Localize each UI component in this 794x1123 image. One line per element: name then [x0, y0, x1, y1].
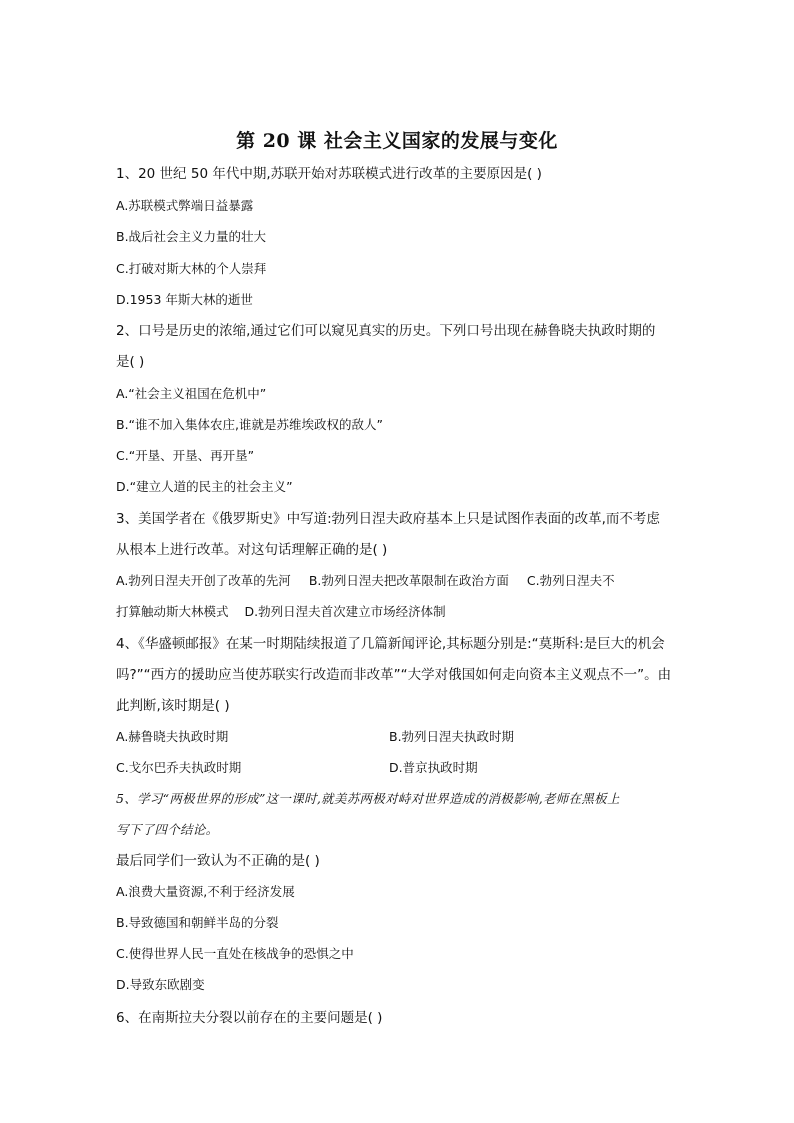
question-3-option-c: C.勃列日涅夫不 — [526, 573, 615, 588]
question-4-stem-line-3: 此判断,该时期是( ) — [116, 698, 230, 714]
question-5-option-d: D.导致东欧剧变 — [116, 977, 205, 992]
question-1-option-b: B.战后社会主义力量的壮大 — [116, 229, 267, 244]
question-3-stem-line-1: 3、美国学者在《俄罗斯史》中写道:勃列日涅夫政府基本上只是试图作表面的改革,而不考虑 — [116, 511, 660, 527]
question-6-stem: 6、在南斯拉夫分裂以前存在的主要问题是( ) — [116, 1010, 383, 1026]
question-1-stem: 1、20 世纪 50 年代中期,苏联开始对苏联模式进行改革的主要原因是( ) — [116, 166, 542, 182]
question-3-option-a: A.勃列日涅夫开创了改革的先河 — [116, 573, 291, 588]
question-5-option-a: A.浪费大量资源,不利于经济发展 — [116, 884, 295, 899]
question-4-option-d: D.普京执政时期 — [389, 760, 478, 775]
page-title: 第 20 课 社会主义国家的发展与变化 — [236, 130, 558, 152]
question-2-option-a: A.“社会主义祖国在危机中” — [116, 386, 267, 401]
question-2-stem-line-1: 2、口号是历史的浓缩,通过它们可以窥见真实的历史。下列口号出现在赫鲁晓夫执政时期的 — [116, 323, 656, 339]
question-3-stem-line-2: 从根本上进行改革。对这句话理解正确的是( ) — [116, 542, 388, 558]
question-5-stem-line-3: 最后同学们一致认为不正确的是( ) — [116, 853, 320, 869]
question-1-option-d: D.1953 年斯大林的逝世 — [116, 292, 253, 307]
question-5-stem-line-2: 写下了四个结论。 — [116, 822, 219, 837]
question-5-option-c: C.使得世界人民一直处在核战争的恐惧之中 — [116, 946, 354, 961]
question-1-option-c: C.打破对斯大林的个人崇拜 — [116, 261, 267, 276]
question-2-option-c: C.“开垦、开垦、再开垦” — [116, 448, 255, 463]
question-3-options-line-1 — [116, 572, 615, 590]
question-4-option-c: C.戈尔巴乔夫执政时期 — [116, 760, 242, 775]
question-3-options-line-2 — [116, 603, 446, 621]
question-4-option-b: B.勃列日涅夫执政时期 — [389, 729, 515, 744]
question-1-option-a: A.苏联模式弊端日益暴露 — [116, 198, 254, 213]
question-3-option-d: D.勃列日涅夫首次建立市场经济体制 — [244, 604, 446, 619]
question-4-stem-line-2: 吗?”“西方的援助应当使苏联实行改造而非改革”“大学对俄国如何走向资本主义观点不一”。由 — [116, 667, 672, 683]
question-5-stem-line-1: 5、学习“两极世界的形成”这一课时,就美苏两极对峙对世界造成的消极影响,老师在黑板上 — [116, 791, 620, 806]
question-2-option-d: D.“建立人道的民主的社会主义” — [116, 479, 293, 494]
question-2-option-b: B.“谁不加入集体农庄,谁就是苏维埃政权的敌人” — [116, 417, 383, 432]
question-2-stem-line-2: 是( ) — [116, 354, 145, 370]
question-3-option-b: B.勃列日涅夫把改革限制在政治方面 — [308, 573, 509, 588]
question-5-option-b: B.导致德国和朝鲜半岛的分裂 — [116, 915, 279, 930]
question-3-option-c-continued: 打算触动斯大林模式 — [116, 604, 229, 619]
question-4-option-a: A.赫鲁晓夫执政时期 — [116, 729, 229, 744]
question-4-stem-line-1: 4、《华盛顿邮报》在某一时期陆续报道了几篇新闻评论,其标题分别是:“莫斯科:是巨大的机会 — [116, 636, 665, 652]
